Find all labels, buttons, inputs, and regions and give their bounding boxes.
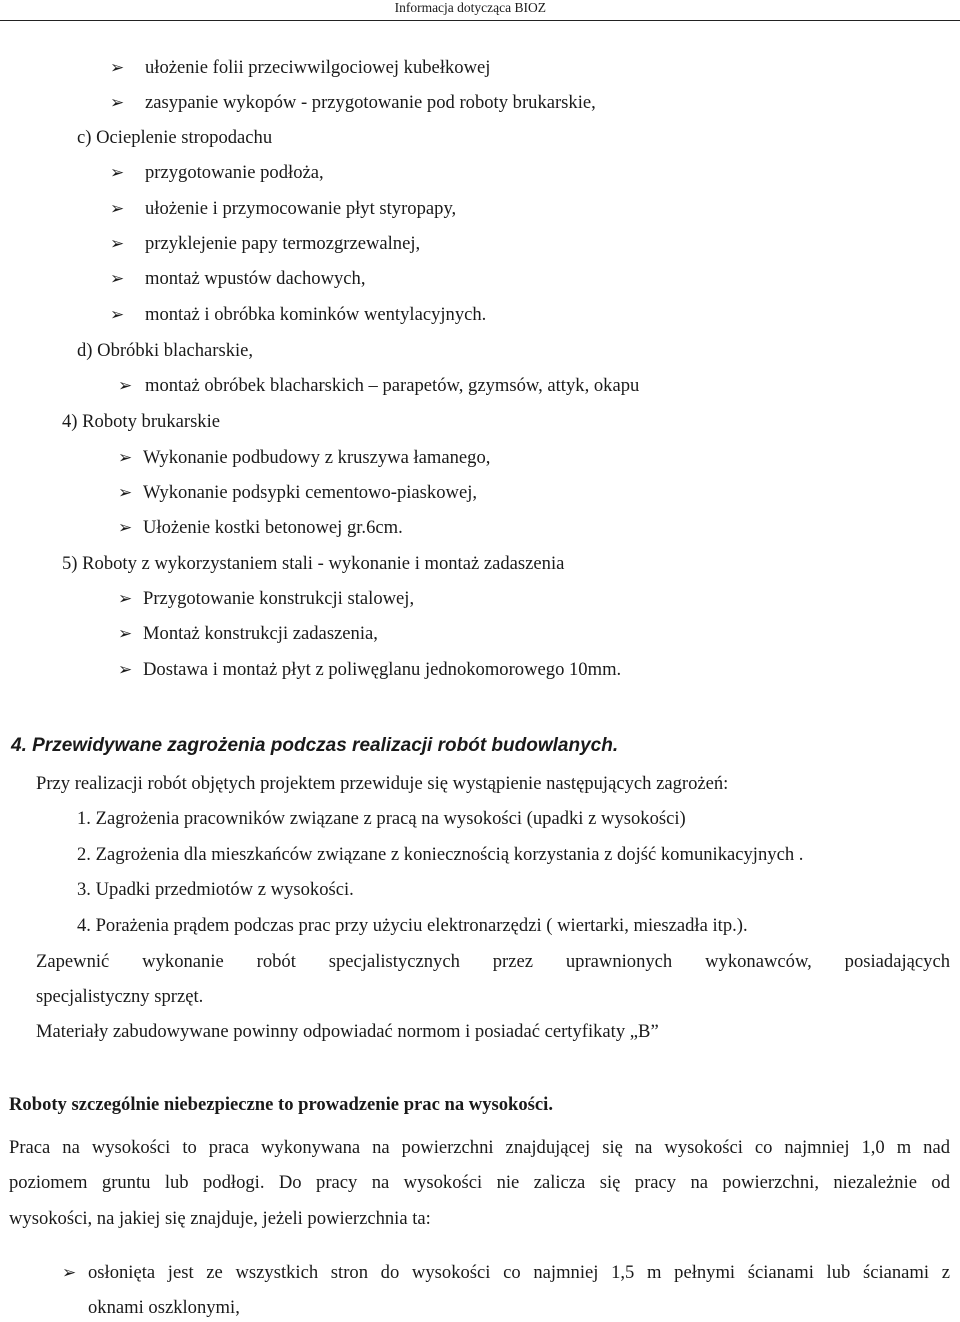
paragraph: Przy realizacji robót objętych projektem przewiduje się wystąpienie następujących zagrożeń: [36,773,729,794]
list-item: montaż wpustów dachowych, [145,268,366,289]
bullet-arrow-icon: ➢ [110,58,125,78]
list-item: Przygotowanie konstrukcji stalowej, [143,588,415,609]
bullet-arrow-icon: ➢ [110,234,125,254]
list-item: Wykonanie podbudowy z kruszywa łamanego, [143,447,491,468]
bullet-arrow-icon: ➢ [110,269,125,289]
list-item: przygotowanie podłoża, [145,162,324,183]
bullet-arrow-icon: ➢ [118,376,133,396]
bullet-arrow-icon: ➢ [118,483,133,503]
list-item: ułożenie i przymocowanie płyt styropapy, [145,198,457,219]
paragraph-line: specjalistyczny sprzęt. [36,986,204,1007]
hazard-item: 1. Zagrożenia pracowników związane z pracą na wysokości (upadki z wysokości) [77,808,686,829]
hazard-item: 3. Upadki przedmiotów z wysokości. [77,879,354,900]
header-divider [0,20,960,21]
bullet-arrow-icon: ➢ [110,93,125,113]
subsection-title: d) Obróbki blacharskie, [77,340,254,361]
bullet-arrow-icon: ➢ [62,1263,77,1283]
paragraph-line: Praca na wysokości to praca wykonywana na powierzchni znajdującej się na wysokości co najmniej 1,0 m nad [9,1137,950,1158]
list-item: przyklejenie papy termozgrzewalnej, [145,233,421,254]
bullet-arrow-icon: ➢ [110,163,125,183]
section-heading: 4. Przewidywane zagrożenia podczas realizacji robót budowlanych. [11,735,619,756]
list-item: Ułożenie kostki betonowej gr.6cm. [143,517,403,538]
section-title: 5) Roboty z wykorzystaniem stali - wykonanie i montaż zadaszenia [62,553,565,574]
list-item: osłonięta jest ze wszystkich stron do wysokości co najmniej 1,5 m pełnymi ścianami lub ścianami z [88,1262,950,1283]
list-item: ułożenie folii przeciwwilgociowej kubełkowej [145,57,491,78]
page-header: Informacja dotycząca BIOZ [394,0,546,15]
bullet-arrow-icon: ➢ [110,305,125,325]
list-item: oknami oszklonymi, [88,1297,240,1318]
paragraph-line: Zapewnić wykonanie robót specjalistycznych przez uprawnionych wykonawców, posiadających [36,951,950,972]
bold-heading: Roboty szczególnie niebezpieczne to prowadzenie prac na wysokości. [9,1094,553,1115]
paragraph-line: wysokości, na jakiej się znajduje, jeżeli powierzchnia ta: [9,1208,431,1229]
list-item: zasypanie wykopów - przygotowanie pod roboty brukarskie, [145,92,596,113]
bullet-arrow-icon: ➢ [118,518,133,538]
subsection-title: c) Ocieplenie stropodachu [77,127,273,148]
bullet-arrow-icon: ➢ [118,660,133,680]
paragraph: Materiały zabudowywane powinny odpowiadać normom i posiadać certyfikaty „B” [36,1021,659,1042]
section-title: 4) Roboty brukarskie [62,411,221,432]
list-item: montaż i obróbka kominków wentylacyjnych. [145,304,487,325]
hazard-item: 2. Zagrożenia dla mieszkańców związane z koniecznością korzystania z dojść komunikacyjnych . [77,844,804,865]
bullet-arrow-icon: ➢ [118,624,133,644]
paragraph-line: poziomem gruntu lub podłogi. Do pracy na wysokości nie zalicza się pracy na powierzchni, niezależnie od [9,1172,950,1193]
bullet-arrow-icon: ➢ [118,589,133,609]
list-item: Wykonanie podsypki cementowo-piaskowej, [143,482,478,503]
list-item: Dostawa i montaż płyt z poliwęglanu jednokomorowego 10mm. [143,659,622,680]
bullet-arrow-icon: ➢ [118,448,133,468]
hazard-item: 4. Porażenia prądem podczas prac przy użyciu elektronarzędzi ( wiertarki, mieszadła itp.). [77,915,748,936]
list-item: Montaż konstrukcji zadaszenia, [143,623,378,644]
list-item: montaż obróbek blacharskich – parapetów, gzymsów, attyk, okapu [145,375,640,396]
bullet-arrow-icon: ➢ [110,199,125,219]
